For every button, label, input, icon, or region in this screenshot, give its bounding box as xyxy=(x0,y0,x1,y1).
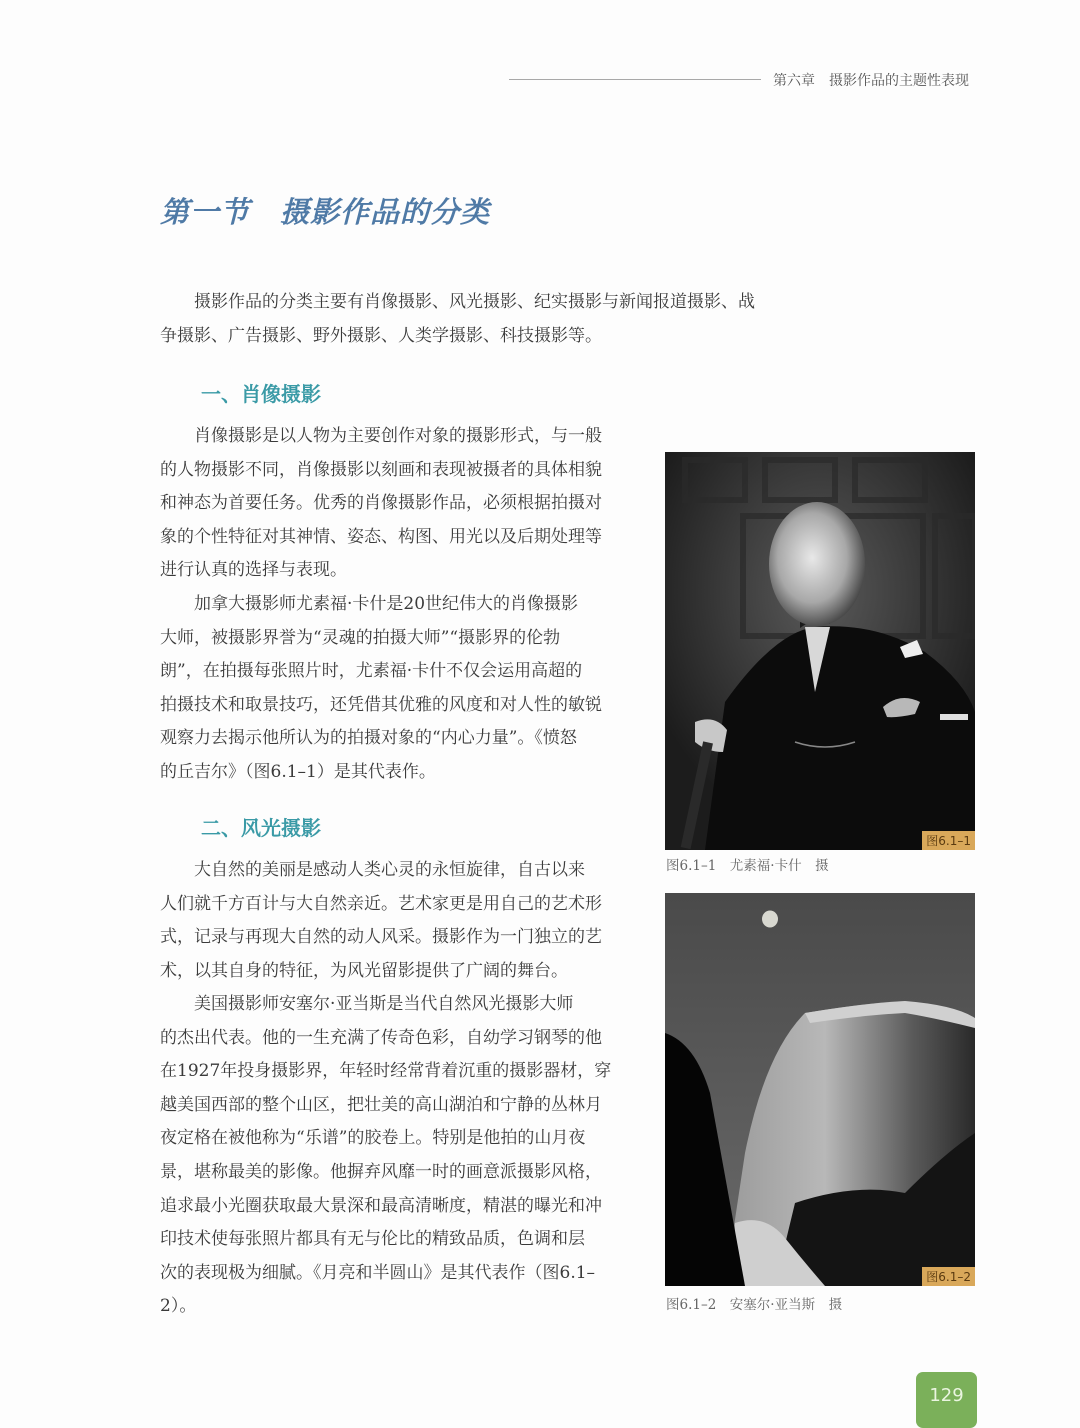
text-line: 争摄影、广告摄影、野外摄影、人类学摄影、科技摄影等。 xyxy=(160,325,602,346)
text-line: 的人物摄影不同，肖像摄影以刻画和表现被摄者的具体相貌 xyxy=(160,459,602,480)
text-line: 越美国西部的整个山区，把壮美的高山湖泊和宁静的丛林月 xyxy=(160,1094,602,1115)
text-line: 2）。 xyxy=(160,1296,197,1317)
figure-tag: 图6.1–2 xyxy=(922,1267,975,1286)
figure-portrait-photo xyxy=(665,452,975,850)
figure-caption: 图6.1–2 安塞尔·亚当斯 摄 xyxy=(666,1297,843,1313)
text-line: 人们就千方百计与大自然亲近。艺术家更是用自己的艺术形 xyxy=(160,893,602,914)
text-line: 进行认真的选择与表现。 xyxy=(160,560,347,581)
text-line: 和神态为首要任务。优秀的肖像摄影作品，必须根据拍摄对 xyxy=(160,493,602,514)
text-line: 术，以其自身的特征，为风光留影提供了广阔的舞台。 xyxy=(160,960,568,981)
text-line: 朗”，在拍摄每张照片时，尤素福·卡什不仅会运用高超的 xyxy=(160,661,583,682)
text-line: 在1927年投身摄影界，年轻时经常背着沉重的摄影器材，穿 xyxy=(160,1061,612,1082)
subheading-portrait: 一、肖像摄影 xyxy=(201,382,321,406)
subheading-landscape: 二、风光摄影 xyxy=(201,816,321,840)
text-line: 拍摄技术和取景技巧，还凭借其优雅的风度和对人性的敏锐 xyxy=(160,694,602,715)
text-line: 大师，被摄影界誉为“灵魂的拍摄大师”“摄影界的伦勃 xyxy=(160,627,561,648)
portrait-paragraph-2 xyxy=(160,588,640,790)
figure-caption: 图6.1–1 尤素福·卡什 摄 xyxy=(666,858,829,874)
text-line: 的杰出代表。他的一生充满了传奇色彩，自幼学习钢琴的他 xyxy=(160,1027,602,1048)
text-line: 观察力去揭示他所认为的拍摄对象的“内心力量”。《愤怒 xyxy=(160,728,577,749)
page-number: 129 xyxy=(916,1372,977,1428)
text-line: 大自然的美丽是感动人类心灵的永恒旋律，自古以来 xyxy=(160,860,585,880)
text-line: 象的个性特征对其神情、姿态、构图、用光以及后期处理等 xyxy=(160,526,602,547)
text-line: 次的表现极为细腻。《月亮和半圆山》是其代表作（图6.1– xyxy=(160,1262,596,1283)
text-line: 美国摄影师安塞尔·亚当斯是当代自然风光摄影大师 xyxy=(160,994,574,1014)
text-line: 摄影作品的分类主要有肖像摄影、风光摄影、纪实摄影与新闻报道摄影、战 xyxy=(160,292,755,312)
text-line: 印技术使每张照片都具有无与伦比的精致品质，色调和层 xyxy=(160,1229,585,1250)
figure-landscape-photo xyxy=(665,893,975,1286)
section-title: 第一节 摄影作品的分类 xyxy=(160,195,491,229)
text-line: 加拿大摄影师尤素福·卡什是20世纪伟大的肖像摄影 xyxy=(160,594,579,614)
running-header: 第六章 摄影作品的主题性表现 xyxy=(773,73,969,89)
portrait-paragraph-1 xyxy=(160,420,640,588)
header-rule xyxy=(509,79,761,80)
text-line: 肖像摄影是以人物为主要创作对象的摄影形式，与一般 xyxy=(160,426,602,446)
text-line: 夜定格在被他称为“乐谱”的胶卷上。特别是他拍的山月夜 xyxy=(160,1128,586,1149)
text-line: 式，记录与再现大自然的动人风采。摄影作为一门独立的艺 xyxy=(160,927,602,948)
text-line: 的丘吉尔》（图6.1–1）是其代表作。 xyxy=(160,761,436,782)
landscape-paragraph-1 xyxy=(160,854,640,988)
landscape-paragraph-2 xyxy=(160,988,640,1324)
text-line: 景，堪称最美的影像。他摒弃风靡一时的画意派摄影风格， xyxy=(160,1161,602,1182)
intro-paragraph xyxy=(160,286,800,353)
landscape-photo-image xyxy=(665,893,975,1286)
text-line: 追求最小光圈获取最大景深和最高清晰度，精湛的曝光和冲 xyxy=(160,1195,602,1216)
figure-tag: 图6.1–1 xyxy=(922,831,975,850)
portrait-photo-image xyxy=(665,452,975,850)
